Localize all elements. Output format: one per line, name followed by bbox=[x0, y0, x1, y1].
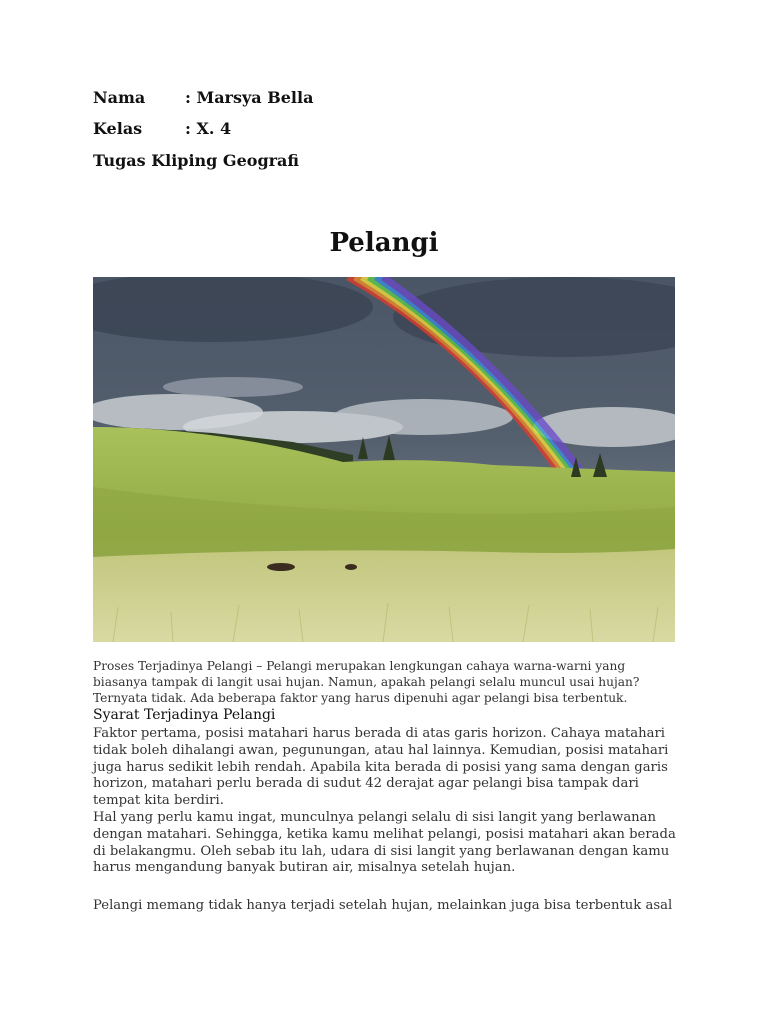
class-label: Kelas bbox=[93, 119, 143, 138]
class-value: : X. 4 bbox=[185, 119, 232, 138]
name-label: Nama bbox=[93, 88, 146, 107]
student-class-row bbox=[93, 119, 231, 138]
student-name-row bbox=[93, 88, 313, 107]
intro-paragraph: Proses Terjadinya Pelangi – Pelangi merupakan lengkungan cahaya warna-warni yang biasanya tampak di langit usai hujan. Namun, apakah pelangi selalu muncul usai hujan? Ternyata tidak. Ada beberapa faktor yang harus dipenuhi agar pelangi bisa terbentuk. bbox=[93, 659, 640, 705]
paragraph-continuation: Pelangi memang tidak hanya terjadi setelah hujan, melainkan juga bisa terbentuk asal bbox=[93, 898, 673, 913]
paragraph-opposite-side: Hal yang perlu kamu ingat, munculnya pelangi selalu di sisi langit yang berlawanan dengan matahari. Sehingga, ketika kamu melihat pelangi, posisi matahari akan berada di belakangmu. Oleh sebab itu lah, udara di sisi langit yang berlawanan dengan kamu harus mengandung banyak butiran air, misalnya setelah hujan. bbox=[93, 809, 676, 876]
assignment-title: Tugas Kliping Geografi bbox=[93, 151, 300, 170]
section-heading: Syarat Terjadinya Pelangi bbox=[93, 707, 276, 723]
name-value: : Marsya Bella bbox=[185, 88, 314, 107]
rainbow-landscape-photo bbox=[93, 277, 675, 642]
body-text bbox=[93, 726, 683, 877]
paragraph-first-factor: Faktor pertama, posisi matahari harus berada di atas garis horizon. Cahaya matahari tidak boleh dihalangi awan, pegunungan, atau hal lainnya. Kemudian, posisi matahari juga harus sedikit lebih rendah. Apabila kita berada di posisi yang sama dengan garis horizon, matahari perlu berada di sudut 42 derajat agar pelangi bisa tampak dari tempat kita berdiri. bbox=[93, 726, 669, 809]
page-title: Pelangi bbox=[329, 228, 439, 258]
